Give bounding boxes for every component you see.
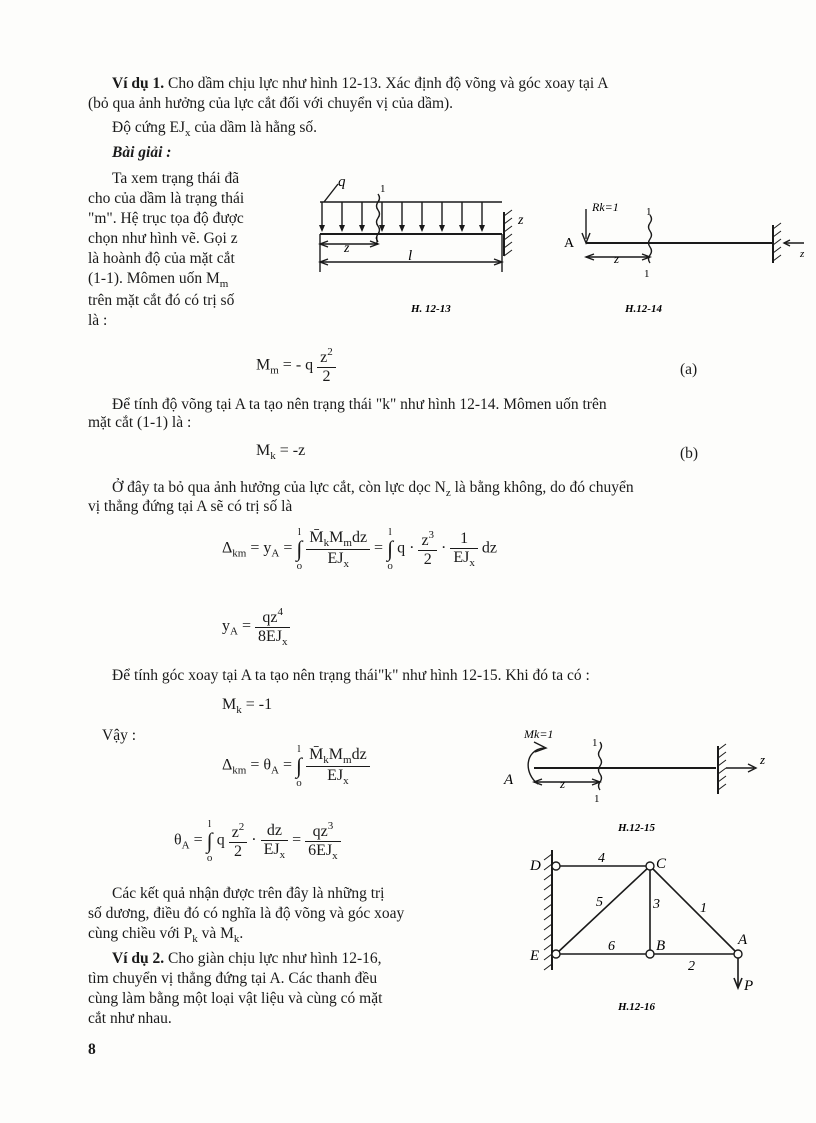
fig13-sec-top: 1: [380, 183, 386, 195]
eq-ya-den: 8EJ: [257, 628, 282, 645]
figure-12-16: [518, 840, 778, 1025]
example-2-text: Cho giàn chịu lực như hình 12-16,: [164, 950, 382, 967]
node-B: [646, 950, 654, 958]
eq-ya-den-sub: x: [281, 636, 288, 648]
fig14-A-label: A: [564, 236, 575, 251]
eq-ta-eq: =: [193, 831, 203, 849]
figure-12-13: [300, 172, 530, 322]
fig14-sec-top: 1: [646, 206, 652, 218]
bar-label-6: 6: [608, 939, 615, 954]
equation-a: [256, 346, 336, 386]
eq-a-lhs: M: [256, 356, 271, 374]
label-B: B: [656, 938, 666, 954]
eq-a-num-sup: 2: [327, 346, 333, 358]
equation-deflection: [222, 526, 497, 572]
p5-line-2: vị thẳng đứng tại A sẽ có trị số là: [88, 498, 293, 515]
p3-line-6-pre: (1-1). Mômen uốn M: [88, 270, 220, 287]
example-1-text: Cho dầm chịu lực như hình 12-13. Xác định độ võng và góc xoay tại A: [168, 75, 609, 92]
example-2-line-2: tìm chuyển vị thẳng đứng tại A. Các thanh đều: [88, 970, 378, 987]
stiffness-post: của dầm là hằng số.: [190, 119, 318, 136]
fig13-z-dim: z: [344, 241, 350, 256]
fig14-caption: H.12-14: [625, 303, 662, 315]
eq-d-int2-lower: o: [387, 560, 393, 572]
eq-ta-frac1: [229, 821, 248, 861]
eq-ta-frac2: [261, 822, 289, 861]
p3-line-5: là hoành độ của mặt cắt: [88, 250, 235, 267]
eq-d-f3-num: 1: [450, 530, 478, 549]
eq-ya-frac: [255, 606, 291, 648]
eq-a-den: 2: [322, 368, 331, 385]
page-number: 8: [88, 1041, 96, 1058]
equation-yA: [222, 606, 290, 648]
eq-ya-num-sup: 4: [277, 606, 284, 618]
label-A: A: [738, 932, 748, 948]
bar-label-5: 5: [596, 895, 603, 910]
eq-d-frac-main: [306, 529, 370, 570]
eq-ya-eq: =: [241, 617, 251, 635]
eq-ta-f2-num: dz: [261, 822, 289, 841]
eq-d-int-lower: o: [296, 560, 303, 572]
eq-d-den-sub: x: [343, 557, 349, 570]
node-D: [552, 862, 560, 870]
eq-d-eq1: = y: [250, 539, 272, 557]
support-hatch: [504, 210, 512, 256]
p7-l3-sub2: k: [233, 933, 240, 945]
eq-t-eq2: =: [283, 756, 293, 774]
eq-t-lhs: Δ: [222, 756, 233, 774]
eq-d-dot: ·: [441, 539, 447, 557]
eq-d-num-msub: m: [343, 536, 352, 549]
eq-ta-f2-den: EJ: [263, 840, 280, 858]
eq-ta-integral: l ∫ o: [206, 818, 213, 864]
eq-d-int-upper: l: [297, 526, 301, 538]
bar-label-1: 1: [700, 901, 707, 916]
eq-b-rhs: = -z: [279, 442, 306, 459]
eq-d-f3-den: EJ: [453, 548, 470, 566]
stiffness-pre: Độ cứng EJ: [112, 119, 185, 136]
eq-mk-lhs: M: [222, 696, 237, 713]
p7-l3-pre: cùng chiều với P: [88, 925, 193, 942]
eq-d-eq1-sub: A: [271, 547, 280, 560]
example-1-label: Ví dụ 1.: [112, 75, 165, 92]
p7-l3-sub1: k: [192, 933, 198, 945]
bar-label-2: 2: [688, 959, 695, 974]
p3-line-4: chọn như hình vẽ. Gọi z: [88, 230, 238, 247]
eq-t-int-upper: l: [297, 743, 301, 755]
eq-ta-f1-sup: 2: [238, 821, 245, 833]
eq-d-frac-2: [418, 529, 437, 569]
p7-line-1: Các kết quả nhận được trên đây là những trị: [112, 885, 385, 902]
example-1-line-1: [112, 74, 608, 94]
eq-ta-f3-num: qz: [312, 823, 328, 840]
eq-t-num-dz: dz: [351, 745, 367, 763]
section-1-1: [649, 215, 652, 263]
eq-ta-f3-den: 6EJ: [308, 842, 333, 859]
fig13-z-axis: z: [518, 213, 524, 228]
eq-t-eq1-sub: A: [271, 764, 279, 777]
label-D: D: [530, 858, 541, 874]
fig14-z-axis: z: [800, 248, 805, 260]
stiffness-sentence: [112, 118, 317, 143]
example-2-line-1: [112, 949, 382, 969]
label-E: E: [530, 948, 540, 964]
p3-line-6-sub: m: [219, 278, 229, 290]
eq-ta-int-lower: o: [206, 852, 213, 864]
eq-ya-num: qz: [262, 609, 278, 626]
eq-ya-lhs-sub: A: [230, 625, 238, 638]
p3-line-8: là :: [88, 312, 108, 329]
eq-d-num-k: k: [323, 536, 330, 549]
node-E: [552, 950, 560, 958]
eq-d-num-mbar: M̄: [309, 528, 324, 546]
eq-d-f2-den: 2: [423, 551, 432, 568]
eq-ta-f1-den: 2: [233, 843, 242, 860]
fig15-z-dim: z: [560, 776, 566, 791]
fig14-z-dim: z: [614, 251, 620, 266]
bar-label-4: 4: [598, 851, 605, 866]
figure-12-14: [560, 195, 810, 320]
example-2-label: Ví dụ 2.: [112, 950, 165, 967]
eq-a-lhs-sub: m: [270, 364, 279, 377]
eq-d-num-dz: dz: [351, 528, 368, 546]
eq-mk-rhs: = -1: [245, 696, 273, 713]
node-C: [646, 862, 654, 870]
p7-line-3: [88, 924, 243, 949]
eq-t-num-msub: m: [343, 753, 352, 766]
eq-d-f3-sub: x: [469, 556, 475, 569]
eq-t-integral: l ∫ o: [296, 743, 303, 789]
eq-a-num: z: [320, 349, 328, 366]
wall-hatch: [544, 854, 552, 970]
bar-5: [556, 866, 650, 954]
label-C: C: [656, 856, 667, 872]
eq-ta-lhs: θ: [174, 831, 182, 849]
eq-d-frac-3: [450, 530, 478, 569]
eq-t-num-k: k: [323, 753, 329, 766]
p3-line-2: cho của dầm là trạng thái: [88, 190, 245, 207]
figure-12-15: [498, 722, 778, 837]
p7-l3-mid: và M: [197, 925, 234, 942]
example-2-line-3: cùng làm bằng một loại vật liệu và cùng có mặt: [88, 990, 383, 1007]
eq-d-integral-2: l ∫ o: [387, 526, 394, 572]
p7-l3-post: .: [239, 925, 244, 942]
eq-ya-lhs: y: [222, 617, 230, 635]
bar-label-3: 3: [653, 897, 660, 912]
fig15-z-axis: z: [760, 752, 766, 767]
equation-a-tag: (a): [680, 361, 698, 378]
eq-ta-lhs-sub: A: [181, 839, 190, 852]
fig16-caption: H.12-16: [618, 1001, 655, 1013]
eq-d-f2-sup: 3: [428, 529, 435, 541]
eq-d-eq2: =: [283, 539, 293, 557]
p5-post: là bằng không, do đó chuyển: [450, 479, 634, 496]
eq-t-lhs-sub: km: [232, 764, 247, 777]
eq-d-eq3: =: [374, 539, 384, 557]
fig14-force-label: Rk=1: [592, 200, 619, 214]
eq-b-lhs-sub: k: [270, 450, 276, 462]
example-2-line-4: cắt như nhau.: [88, 1010, 172, 1027]
example-1-line-2: (bỏ qua ảnh hưởng của lực cắt đối với chuyển vị của dầm).: [88, 95, 454, 112]
eq-ta-f2-sub: x: [279, 848, 286, 861]
fig13-sec-bot: 1: [374, 235, 380, 247]
eq-a-rhs: = - q: [282, 356, 314, 374]
eq-ta-int-upper: l: [208, 818, 212, 830]
p3-line-3: "m". Hệ trục tọa độ được: [88, 210, 244, 227]
eq-d-int2-upper: l: [388, 526, 392, 538]
p3-line-7: trên mặt cắt đó có trị số: [88, 292, 235, 309]
node-A: [734, 950, 742, 958]
fig15-A-label: A: [504, 772, 514, 788]
eq-t-num-mbar: M̄: [309, 745, 324, 763]
eq-ta-q: q: [216, 831, 225, 849]
q-pointer: [324, 184, 338, 202]
p4-line-1: Để tính độ võng tại A ta tạo nên trạng thái "k" như hình 12-14. Mômen uốn trên: [112, 396, 607, 413]
eq-d-lhs-sub: km: [232, 547, 247, 560]
p5-sub: z: [445, 487, 451, 499]
eq-ta-frac3: [305, 820, 341, 862]
fig15-caption: H.12-15: [618, 822, 655, 834]
eq-b-lhs: M: [256, 442, 271, 459]
eq-mk-lhs-sub: k: [236, 704, 242, 716]
vay-label: Vậy :: [102, 727, 137, 744]
eq-a-fraction: [317, 346, 336, 386]
fig13-q-label: q: [338, 174, 346, 190]
eq-d-den: EJ: [327, 549, 344, 567]
eq-ta-f3-sup: 3: [327, 820, 334, 832]
eq-t-num-m: M: [328, 745, 344, 763]
p5-pre: Ở đây ta bỏ qua ảnh hưởng của lực cắt, còn lực dọc N: [112, 479, 446, 496]
eq-ta-eq2: =: [292, 831, 302, 849]
eq-ta-dot: ·: [251, 831, 257, 849]
eq-d-q: q ·: [397, 539, 415, 557]
fig13-l-dim: l: [408, 248, 413, 264]
label-P: P: [744, 978, 754, 994]
stiffness-sub: x: [184, 127, 191, 139]
eq-t-frac: [306, 746, 370, 787]
fig15-sec-top: 1: [592, 737, 598, 749]
eq-d-dz: dz: [481, 539, 497, 557]
eq-d-lhs: Δ: [222, 539, 233, 557]
fig13-caption: H. 12-13: [411, 303, 451, 315]
solution-label: Bài giải :: [112, 144, 172, 161]
eq-d-num-m: M: [329, 528, 344, 546]
p3-line-1: Ta xem trạng thái đã: [112, 170, 240, 187]
equation-theta-def: [222, 743, 370, 789]
eq-t-den: EJ: [327, 766, 344, 784]
equation-b-tag: (b): [680, 445, 699, 462]
eq-t-int-lower: o: [296, 777, 302, 789]
eq-t-eq1: = θ: [250, 756, 272, 774]
eq-d-f2-num: z: [421, 532, 429, 549]
p7-line-2: số dương, điều đó có nghĩa là độ võng và góc xoay: [88, 905, 405, 922]
eq-d-integral: l ∫ o: [296, 526, 303, 572]
p4-line-2: mặt cắt (1-1) là :: [88, 414, 192, 431]
fig15-sec-bot: 1: [594, 793, 600, 805]
eq-ta-f3-sub: x: [332, 850, 338, 862]
eq-ta-f1-num: z: [231, 824, 239, 841]
equation-thetaA: [174, 818, 341, 864]
p6-line: Để tính góc xoay tại A ta tạo nên trạng thái"k" như hình 12-15. Khi đó ta có :: [112, 667, 590, 684]
fig15-moment-label: Mk=1: [524, 727, 554, 741]
eq-t-den-sub: x: [343, 774, 349, 787]
equation-b: [256, 442, 305, 462]
fig14-sec-bot: 1: [644, 268, 650, 280]
equation-Mk: [222, 696, 272, 716]
